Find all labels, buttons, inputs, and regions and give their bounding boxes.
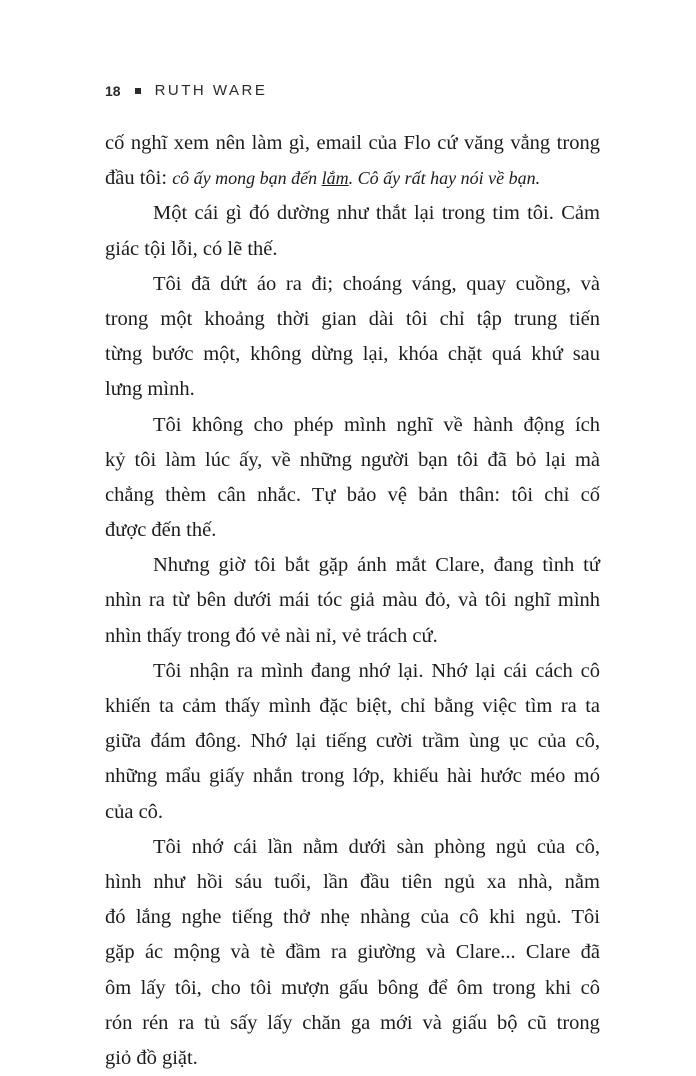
text-line <box>105 548 600 583</box>
text-segment: được đến thế. <box>105 519 217 542</box>
text-line <box>105 689 600 724</box>
header-separator-square <box>135 88 141 94</box>
text-segment: giữa đám đông. Nhớ lại tiếng cười trầm ùng ục của cô, <box>105 730 600 753</box>
text-line <box>105 232 600 267</box>
text-line <box>105 900 600 935</box>
text-segment: Nhưng giờ tôi bắt gặp ánh mắt Clare, đang tình tứ <box>153 554 600 577</box>
text-line <box>105 408 600 443</box>
text-line <box>105 759 600 794</box>
text-segment: Tôi không cho phép mình nghĩ về hành động ích <box>153 413 600 436</box>
text-line <box>105 513 600 548</box>
page-number: 18 <box>105 82 121 99</box>
italic-text-segment: cô ấy mong bạn đến <box>172 168 322 189</box>
text-segment: nhìn ra từ bên dưới mái tóc giả màu đỏ, và tôi nghĩ mình <box>105 589 601 612</box>
text-segment: rón rén ra tủ sấy lấy chăn ga mới và giấu bộ cũ trong <box>105 1011 600 1034</box>
text-segment: khiến ta cảm thấy mình đặc biệt, chỉ bằng việc tìm ra ta <box>105 695 601 717</box>
text-segment: những mẩu giấy nhắn trong lớp, khiếu hài hước méo mó <box>105 765 600 788</box>
text-line <box>105 795 600 830</box>
text-segment: giác tội lỗi, có lẽ thế. <box>105 237 278 260</box>
text-line <box>105 971 600 1006</box>
text-segment: hình như hồi sáu tuổi, lần đầu tiên ngủ xa nhà, nằm <box>105 870 600 893</box>
text-segment: giỏ đồ giặt. <box>105 1046 198 1069</box>
text-line <box>105 443 600 478</box>
text-segment: Tôi nhớ cái lần nằm dưới sàn phòng ngủ của cô, <box>153 835 601 858</box>
text-line <box>105 1041 600 1076</box>
text-line <box>105 830 600 865</box>
text-line <box>105 302 600 337</box>
text-segment: Một cái gì đó dường như thắt lại trong tim tôi. Cảm <box>153 202 600 225</box>
text-line <box>105 478 600 513</box>
text-line <box>105 865 600 900</box>
text-line <box>105 372 600 407</box>
body-text <box>105 126 600 1076</box>
text-segment: đó lắng nghe tiếng thở nhẹ nhàng của cô khi ngủ. Tôi <box>105 906 600 929</box>
text-line <box>105 161 600 196</box>
text-segment: Tôi đã dứt áo ra đi; choáng váng, quay cuồng, và <box>153 272 601 295</box>
text-line <box>105 267 600 302</box>
italic-text-segment: lắm <box>321 168 349 189</box>
text-segment: gặp ác mộng và tè đầm ra giường và Clare... Clare đã <box>105 941 601 964</box>
italic-text-segment: . Cô ấy rất hay nói về bạn. <box>348 168 541 189</box>
text-line <box>105 583 600 618</box>
text-segment: Tôi nhận ra mình đang nhớ lại. Nhớ lại cái cách cô <box>153 659 600 682</box>
text-line <box>105 935 600 970</box>
author-name: RUTH WARE <box>154 82 268 99</box>
text-segment: nhìn thấy trong đó vẻ nài nỉ, vẻ trách cứ. <box>105 624 438 647</box>
text-segment: của cô. <box>105 800 164 823</box>
text-line <box>105 1006 600 1041</box>
text-segment: từng bước một, không dừng lại, khóa chặt quá khứ sau <box>105 343 601 366</box>
text-segment: lưng mình. <box>105 378 195 401</box>
text-line <box>105 619 600 654</box>
text-segment: đầu tôi: <box>105 167 173 190</box>
text-line <box>105 654 600 689</box>
text-line <box>105 196 600 231</box>
text-line <box>105 724 600 759</box>
text-segment: cố nghĩ xem nên làm gì, email của Flo cứ văng vẳng trong <box>105 132 600 154</box>
text-line <box>105 126 600 161</box>
text-segment: chẳng thèm cân nhắc. Tự bảo vệ bản thân: tôi chỉ cố <box>105 483 600 506</box>
text-line <box>105 337 600 372</box>
running-header <box>105 82 267 99</box>
text-segment: kỷ tôi làm lúc ấy, về những người bạn tôi đã bỏ lại mà <box>105 448 601 471</box>
text-segment: trong một khoảng thời gian dài tôi chỉ tập trung tiến <box>105 307 601 330</box>
text-segment: ôm lấy tôi, cho tôi mượn gấu bông để ôm trong khi cô <box>105 976 600 999</box>
